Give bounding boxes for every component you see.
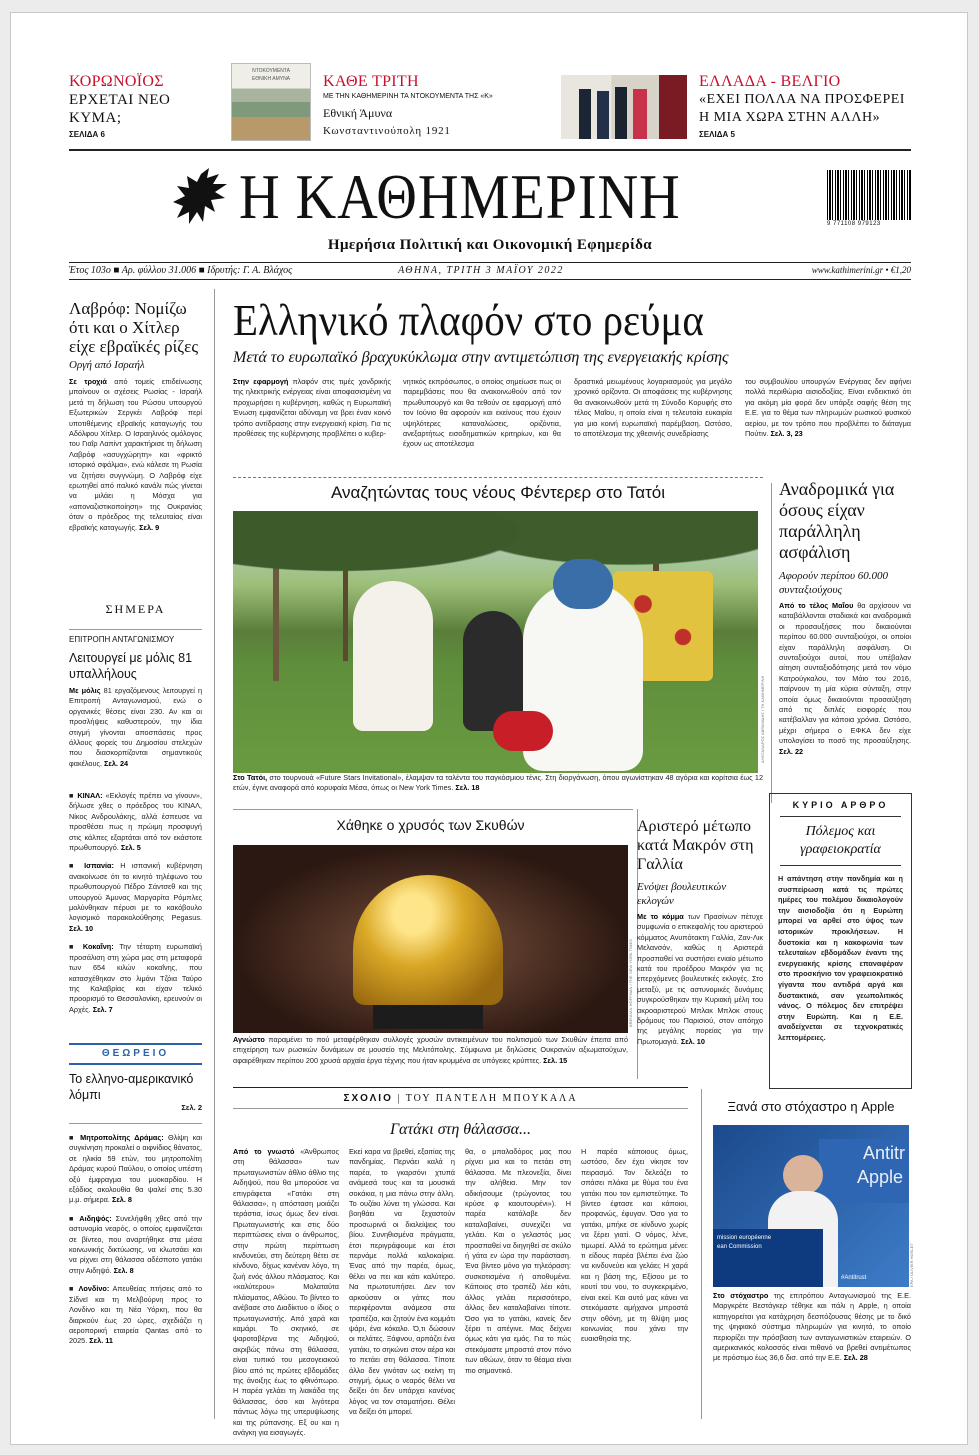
main-col-1: Στην εφαρμογή πλαφόν στις τιμές χονδρικής της ηλεκτρικής ενέργειας είναι αποφασισμένη να προχωρήσει η κυβέρνηση, καθώς η Ευρωπαϊκή Ένωση εμφανίζεται αδύναμη να βρει έναν κοινό τρόπο αντίδρασης στην ενεργειακή κρίση. Για τις προθέσεις της κυβέρνησης προβλέπει ο κυβερ- bbox=[233, 377, 391, 439]
apple-ref: Σελ. 28 bbox=[843, 1353, 868, 1363]
story-lead: Σε τροχιά bbox=[69, 377, 107, 386]
apple-headline[interactable]: Ξανά στο στόχαστρο η Apple bbox=[727, 1099, 895, 1114]
teaser-page: ΣΕΛΙΔΑ 6 bbox=[69, 130, 105, 139]
brief-item[interactable]: ■ ΚΙΝΑΛ: «Εκλογές πρέπει να γίνουν», δήλωσε χθες ο πρόεδρος του ΚΙΝΑΛ, Νίκος Ανδρουλάκης, αλλά έσπευσε να προσθέσει πως η πρώιμη προσφυγή στις κάλπες εξαρτάται από τον εκάστοτε πρωθυπουργό. Σελ. 5 bbox=[69, 791, 202, 853]
insurance-story[interactable]: Αναδρομικά για όσους είχαν παράλληλη ασφάλιση Αφορούν περίπου 60.000 συνταξιούχους Από το τέλος Μαΐου θα αρχίσουν να καταβάλλονται σταδιακά και αναδρομικά οι προσαυξήσεις που δικαιούνται περίπου 60.000 συνταξιούχοι, οι οποίοι είχαν παράλληλη ασφάλιση. Οι συνταξιούχοι αυτοί, που υπέβαλαν αίτηση συνταξιοδότησης μετά τον νόμο Κατρούγκαλου, τον Μάιο του 2016, παίρνουν τη μία κύρια σύνταξη, στην οποία όμως δικαιούνται προσαύξηση από τις διπλές εισφορές που κατέβαλλαν για κάποια χρόνια. Ωστόσο, μέχρι σήμερα ο ΕΦΚΑ δεν είχε υπολογίσει το ποσό της προσαύξησης. Σελ. 22 bbox=[779, 479, 911, 756]
story-subtitle: Οργή από Ισραήλ bbox=[69, 359, 145, 371]
teaser-coronavirus[interactable] bbox=[69, 73, 219, 139]
apple-caption-text: Στο στόχαστρο της επιτρόπου Ανταγωνισμού της Ε.Ε. Μαργκρέτε Βεστάγκερ τέθηκε και πάλι η Apple, η οποία κατηγορείται για κατάχρηση δεσπόζουσας θέσης με το δικό της ψηφιακό σύστημα πληρωμών για κινητά, το οποίο περιορίζει την πρόσβαση των ανταγωνιστικών εταιρειών. Ο αμερικανικός κολοσσός είναι πιθανό να βρεθεί αντιμέτωπος με πρόστιμο έως 36,6 δισ. από την Ε.Ε. bbox=[713, 1291, 911, 1363]
teaser-line2: Κωνσταντινούπολη 1921 bbox=[323, 125, 451, 137]
masthead-title: Η ΚΑΘΗΜΕΡΙΝΗ bbox=[239, 161, 681, 232]
story-ref: Σελ. 9 bbox=[139, 522, 160, 532]
apple-caption bbox=[713, 1291, 911, 1364]
federer-caption: Στο Τατόι, στο τουρνουά «Future Stars Invitational», έλαμψαν τα ταλέντα του παγκόσμιου τένις. Στη διοργάνωση, όπου αγωνίστηκαν 48 αγόρια και κορίτσια έως 12 ετών, έγινε αναφορά από κορυφαία Μέσα, όπως οι New York Times. Σελ. 18 bbox=[233, 773, 764, 793]
barcode bbox=[827, 170, 911, 220]
editorial-box[interactable] bbox=[769, 793, 912, 1089]
main-headline[interactable]: Ελληνικό πλαφόν στο ρεύμα bbox=[233, 296, 704, 345]
story-body: 81 εργαζόμενους λειτουργεί η Επιτροπή Ανταγωνισμού, ενώ ο οργανικές θέσεις είναι 230. Αν και οι προσλήψεις καθυστερούν, την ίδια στιγμή γίνονται αποσπάσεις προς άλλους φορείς του Δημοσίου στελεχών που διασκορπίζονται σημαντικούς φακέλους. bbox=[69, 686, 203, 768]
teaser-title: ΚΑΘΕ ΤΡΙΤΗ bbox=[323, 73, 419, 90]
teaser-text: ΕΡΧΕΤΑΙ ΝΕΟ ΚΥΜΑ; bbox=[69, 92, 171, 126]
teaser-title: ΚΟΡΩΝΟΪΟΣ bbox=[69, 73, 164, 90]
story-kicker: ΕΠΙΤΡΟΠΗ ΑΝΤΑΓΩΝΙΣΜΟΥ bbox=[69, 635, 175, 644]
story-lead: Με μόλις bbox=[69, 686, 101, 695]
teaser-greece-belgium[interactable] bbox=[699, 73, 914, 139]
griffin-logo-icon bbox=[171, 168, 231, 230]
newspaper-page bbox=[10, 12, 968, 1445]
brief-item[interactable]: ■ Ισπανία: Η ισπανική κυβέρνηση ανακοίνωσε ότι το κινητό τηλέφωνο του πρωθυπουργού Πέδρο Σάντσεθ και της υπουργού Άμυνας Μαργαρίτα Ρόμπλες μολύνθηκαν πέρυσι με το κακόβουλο λογισμικό παρακολούθησης Pegasus. Σελ. 10 bbox=[69, 861, 202, 933]
federer-headline[interactable]: Αναζητώντας τους νέους Φέντερερ στο Τατόι bbox=[330, 483, 666, 502]
teaser-line1: Εθνική Άμυνα bbox=[323, 106, 393, 120]
main-col-3: δραστικά μειωμένους λογαριασμούς για μεγάλο χρονικό ορίζοντα. Οι αποφάσεις της κυβέρνησης θα ανακοινωθούν μετά τη Σύνοδο Κορυφής στο τέλος Μαΐου, η οποία είναι η τελευταία ευκαιρία για μια κοινή ευρωπαϊκή παρέμβαση. Ωστόσο, το αποτέλεσμα της χθεσινής συνεδρίασης bbox=[574, 377, 732, 439]
comment-author: ΤΟΥ ΠΑΝΤΕΛΗ ΜΠΟΥΚΑΛΑ bbox=[405, 1093, 578, 1104]
comment-col-3: θα, ο μπαλαδόρος μας που ρίχνει μια και το πετάει στη θάλασσα. Με πλεονεξία, δίνει την αλήθεια. Μην τον αδικήσουμε (τρώγοντας του κρύσε φ καουτουρένι»). Η παρέα κατάλαβε δεν καταλαβαίνει, συνεχίζει να γελάει. Και ο γελαστός μας προσπαθεί να διηγηθεί σε σκύλο ή γάτα εν ώρα την παράσταση. Ένα βίντεο μόνο για τηλεόραση: συσκοτισμένα ή αποθυμένα. Κάποιος στο τραπέζι λέει κάτι, άλλος γελάει περισσότερο, άλλος δεν καταλαβαίνει τίποτε. Όσο για το γατάκι, κανείς δεν ξέρει τι απέγινε. Μας δείχνει όμως κάτι για εμάς. Για το πώς στεκόμαστε μπροστά στον πόνο των αθώων, όταν το θέαμα είναι πιο σημαντικό. bbox=[465, 1147, 571, 1375]
barcode-number: 9 771108 979123 bbox=[827, 221, 881, 227]
teaser-subtitle: ΜΕ ΤΗΝ ΚΑΘΗΜΕΡΙΝΗ ΤΑ ΝΤΟΚΟΥΜΕΝΤΑ ΤΗΣ «Κ» bbox=[323, 93, 493, 100]
masthead-subtitle: Ημερήσια Πολιτική και Οικονομική Εφημερίδα bbox=[327, 237, 653, 253]
theorio-briefs bbox=[69, 1133, 202, 1347]
comment-col-4: Η παρέα κάποιους όμως, ωστόσο, δεν έχει νίκησε τον πειρασμό. Τον δελεάζει το σπάσει πλάκα με θύμα του ένα γατάκι που τον εμπιστεύτηκε. Το βίντεο έφτασε και κάποιοι, προφανώς, έφυγαν. Όσο για το γατάκι, μπήκε σε κίνδυνο χωρίς να ξέρει γιατί. Ο νόμος, λένε, τιμωρεί. Αλλά το ερώτημα μένει: τι είδους παρέα βλέπει ένα ζώο να κινδυνεύει και γελάει; Η χαρά και η βάση της, Εξίσου με το κουτί του νου, το συγκεκριμένο, είναι εκεί. Και αυτό μας κάνει να στεκόμαστε αμήχανοι μπροστά στην οθόνη, με τη θλίψη μιας κοινωνίας που χάνει την ευαισθησία της. bbox=[581, 1147, 688, 1344]
story-title: Το ελληνο-αμερικανικό λόμπι bbox=[69, 1072, 194, 1102]
thumb-top: ΝΤΟΚΟΥΜΕΝΤΑ bbox=[252, 68, 290, 74]
france-story[interactable]: Αριστερό μέτωπο κατά Μακρόν στη Γαλλία Ενόψει βουλευτικών εκλογών Με το κόμμα των Πρασίνων πέτυχε συμφωνία ο επικεφαλής του αριστερού κόμματος Ανυπότακτη Γαλλία, Ζαν-Λικ Μελανσόν, καθώς η Αριστερά προσπαθεί να συστήσει ενιαίο μέτωπο κατά του προέδρου Μακρόν για τις επερχόμενες βουλευτικές εκλογές. Στο μεταξύ, με τις αστυνομικές δυνάμεις συγκρούσθηκαν την Κυριακή μέλη του ακροαριστερού Μπλακ Μπλοκ στους δρόμους του Παρισιού, στον απόηχο της μεγάλης πορείας για την Πρωτομαγιά. Σελ. 10 bbox=[637, 818, 763, 1046]
gold-headline[interactable]: Χάθηκε ο χρυσός των Σκυθών bbox=[336, 817, 525, 833]
teaser-documents[interactable] bbox=[323, 73, 543, 137]
issue-date: ΑΘΗΝΑ, ΤΡΙΤΗ 3 ΜΑΪΟΥ 2022 bbox=[398, 265, 564, 276]
story-title: Αριστερό μέτωπο κατά Μακρόν στη Γαλλία bbox=[637, 818, 754, 873]
story-ref: Σελ. 2 bbox=[181, 1103, 202, 1112]
gold-caption: Αγνώστο παραμένει το πού μεταφέρθηκαν συλλογές χρυσών αντικειμένων του πολιτισμού των Σκυθών έπειτα από επιχείρηση των ρωσικών δυνάμεων σε μουσείο της Μελιτόπολης. Σύμφωνα με δηλώσεις Ουκρανών αξιωματούχων, αφαιρέθηκαν περίπου 200 χρυσά αρχαία έργα τέχνης που ήταν κρυμμένα σε υπόγειες κρύπτες. Σελ. 15 bbox=[233, 1035, 628, 1065]
main-col-2: νητικός εκπρόσωπος, ο οποίος σημείωσε πως οι παρεμβάσεις που θα ανακοινωθούν από τον πρωθυπουργό και θα τεθούν σε εφαρμογή από τον Ιούνιο θα αφορούν και εκείνους που έχουν υψηλότερες καταναλώσεις, οριζόντια, ανεξαρτήτως εισοδηματικών κριτηρίων, και θα έχουν ως αποτέλεσμα bbox=[403, 377, 561, 449]
comment-col-2: Εκεί καρα να βρεθεί, εξαιτίας της πανδημίας. Περνάει καλά η παρέα, το γκαρσόνι χτυπά ανάμεσά τους και τα μουσικά σοκάκια, η μια πάνω στην άλλη. Το ουζάκι λύνει τη γλώσσα. Και βοηθάει να ξεχαστούν προσωρινά οι διαλείψεις του βίου. Συνηθισμένα πράγματα, έτσι περιγράφουμε και έτσι περνάμε πολλά καλοκαίρια. Ένας από την παρέα, όμως, θέλει να πει και κάτι καλύτερο. Να πρωτοτυπήσει. Δεν τον αρκούσαν οι γάτες που περιφέρονται ανάμεσα στα τραπέζια, και ζητούν ένα κομμάτι ψάρι, ένα κόκαλο. Ό,τι δώσουν οι πελάτες. Ξάφνου, αρπάζει ένα γατάκι, το σηκώνει στον αέρα και το πετάει στη θάλασσα. Τίποτε άλλο δεν γινόταν ως εκείνη τη στιγμή, όμως ο νεαρός θέλει να δείξει ότι δεν υπάρχει κανένας λόγος να τον σταματήσει. Θέλει να δείξει ότι μπορεί. bbox=[349, 1147, 455, 1417]
briefs-list bbox=[69, 791, 202, 1015]
lavrov-story[interactable] bbox=[69, 299, 202, 533]
today-label: ΣΗΜΕΡΑ bbox=[69, 602, 202, 617]
photo-credit: ΑΛΕΞΑΝΔΡΟΣ ΑΒΡΑΜΙΔΗΣ / ΤΗ ΚΑΘΗΜΕΡΙΝΗ bbox=[760, 675, 765, 763]
website-price: www.kathimerini.gr • €1,20 bbox=[811, 265, 911, 275]
editorial-label: ΚΥΡΙΟ ΑΡΘΡΟ bbox=[792, 800, 889, 810]
editorial-body: Η απάντηση στην πανδημία και η συσπείρωση κατά τις πρώτες ημέρες του πολέμου δικαιολογούν την αισιοδοξία ότι η Ευρώπη μπορεί να αρθεί στο ύψος των ιστορικών προκλήσεων. Η δυστοκία και η κακοφωνία των τελευταίων εβδομάδων έναντι της ενεργειακής κρίσης επαναφέραν στο προσκήνιο τον γραφειοκρατικό γίγαντα που αντιδρά αργά και δυστακτικά, σαν γεωπολιτικός νάνος. Ο πόλεμος δεν επιτρέψει στην Ευρώπη. Και η Ε.Ε. αναδείχνεται σε τεχνοκρατικές λεπτομέρειες. bbox=[778, 874, 903, 1042]
teaser-title: ΕΛΛΑΔΑ - ΒΕΛΓΙΟ bbox=[699, 73, 841, 90]
photo-credit: BRENDAN HOFFMAN / THE NEW YORK TIMES bbox=[628, 939, 633, 1027]
story-title: Λειτουργεί με μόλις 81 υπαλλήλους bbox=[69, 651, 193, 681]
comment-header: ΣΧΟΛΙΟ | ΤΟΥ ΠΑΝΤΕΛΗ ΜΠΟΥΚΑΛΑ bbox=[343, 1093, 578, 1104]
story-subtitle: Αφορούν περίπου 60.000 συνταξιούχους bbox=[779, 570, 889, 596]
issue-info: Έτος 103ο ■ Αρ. φύλλου 31.006 ■ Ιδρυτής: Γ. Α. Βλάχος bbox=[69, 265, 293, 276]
brief-item[interactable]: ■ Λονδίνο: Απευθείας πτήσεις από το Σίδνεϊ και τη Μελβούρνη προς το Λονδίνο και τη Νέα Υόρκη, που θα διαρκούν έως 20 ώρες, σχεδιάζει η αεροπορική εταιρεία Qantas από το 2025. Σελ. 11 bbox=[69, 1284, 202, 1346]
teaser-text: «ΕΧΕΙ ΠΟΛΛΑ ΝΑ ΠΡΟΣΦΕΡΕΙ Η ΜΙΑ ΧΩΡΑ ΣΤΗΝ ΑΛΛΗ» bbox=[699, 92, 905, 125]
comment-label: ΣΧΟΛΙΟ bbox=[343, 1093, 393, 1104]
brief-item[interactable]: ■ Αιδηψός: Συνελήφθη χθες από την αστυνομία νεαρός, ο οποίος εμφανίζεται σε βίντεο, που αναρτήθηκε στα μέσα κοινωνικής δικτύωσης, να κλωτσάει και να ρίχνει στη θάλασσα αδέσποτο γατάκι στην Αιδηψό. Σελ. 8 bbox=[69, 1213, 203, 1275]
brief-item[interactable]: ■ Κοκαΐνη: Την τέταρτη ευρωπαϊκή προσάλιση στη χώρα μας στη μεταφορά των 654 κιλών κοκαΐνης, που κατασχέθηκαν στο λιμάνι Τζόια Ταύρο της Καλαβρίας και είχαν τελικό προορισμό το Θεσσαλονίκη, ερευνούν οι Αρχές. Σελ. 7 bbox=[69, 942, 202, 1014]
photo-credit: EPA / OLIVIER HOSLET bbox=[909, 1243, 914, 1287]
story-ref: Σελ. 24 bbox=[104, 758, 129, 768]
scythian-gold-photo[interactable] bbox=[233, 845, 628, 1033]
editorial-title: Πόλεμος και γραφειοκρατία bbox=[800, 824, 881, 857]
main-subheadline: Μετά το ευρωπαϊκό βραχυκύκλωμα στην αντιμετώπιση της ενεργειακής κρίσης bbox=[233, 349, 729, 366]
vestager-photo[interactable]: Antitr Apple mission européenne ean Commission #Antitrust bbox=[713, 1125, 909, 1287]
greece-belgium-photo[interactable] bbox=[561, 75, 687, 139]
federer-photo[interactable] bbox=[233, 511, 758, 773]
brief-item[interactable]: ■ Μητροπολίτης Δράμας: Θλίψη και συγκίνηση προκαλεί ο αιφνίδιος θάνατος, σε ηλικία 59 ετών, του μητροπολίτη Δράμας κυρού Παύλου, ο οποίος υπέστη οξύ έμφραγμα του μυοκαρδίου. Η εξόδιος ακολουθία θα ψαλεί στις 5.30 μ.μ. σήμερα. Σελ. 8 bbox=[69, 1133, 203, 1205]
story-title: Λαβρόφ: Νομίζω ότι και ο Χίτλερ είχε εβραϊκές ρίζες bbox=[69, 299, 199, 356]
lobby-story[interactable] bbox=[69, 1071, 202, 1112]
teaser-page: ΣΕΛΙΔΑ 5 bbox=[699, 130, 735, 139]
main-col-4: του συμβουλίου υπουργών Ενέργειας δεν αφήνει πολλά περιθώρια αισιοδοξίας. Είναι ενδεικτικό ότι για ακόμη μία φορά δεν υπάρξε σαφής θέση της Ε.Ε. για το θέμα των πληρωμών ρωσικού φυσικού αερίου, με τον τρόπο που προβλέπει το διάταγμα Πούτιν. Σελ. 3, 23 bbox=[745, 377, 911, 439]
story-body: από τομείς επιδείνωσης μπαίνουν οι σχέσεις Ρωσίας - Ισραήλ μετά τη δήλωση του Ρώσου υπουργού Εξωτερικών Σεργκέι Λαβρόφ περί υποτιθέμενης εβραϊκής καταγωγής του Αδόλφου Χίτλερ. Ο Ισραηλινός ομόλογος του Γιαΐρ Λαπίντ χαρακτήρισε τη δήλωση Λαβρόφ «ασυγχώρητη» και «φρικτό ιστορικό σφάλμα», ενώ κάλεσε τη Ρωσία να ζητήσει συγγνώμη. Ο Λαβρόφ είχε ερωτηθεί από ιταλικό κανάλι πώς γίνεται να μιλάει η Μόσχα για «αποναζιστικοποίηση» της Ουκρανίας όταν ο πρόεδρος της τελευταίας είναι εβραϊκής καταγωγής. bbox=[69, 377, 202, 532]
documents-booklet-thumbnail[interactable] bbox=[231, 63, 311, 141]
comment-title[interactable]: Γατάκι στη θάλασσα... bbox=[389, 1121, 532, 1138]
thumb-mid: ΕΘΝΙΚΗ ΑΜΥΝΑ bbox=[251, 76, 291, 82]
competition-story[interactable] bbox=[69, 635, 202, 769]
theorio-label: ΘΕΩΡΕΙΟ bbox=[101, 1048, 170, 1059]
story-title: Αναδρομικά για όσους είχαν παράλληλη ασφάλιση bbox=[779, 479, 895, 562]
comment-col-1: Από το γνωστό «Άνθρωπος στη θάλασσα» των πρωταγωνιστών άθλιο άθλιο της Αιδηψού, που θα μπορούσε να επιγράφεται «Γατάκι στη θάλασσα», η απόσταση μοιάζει τεράστια, ίσως όμως δεν είναι. Πρωταγωνιστής και στις δύο περιπτώσεις είναι ο άνθρωπος, στην πρώτη περίπτωση κινδυνεύει, στη δεύτερη θέτει σε κίνδυνο, δίχως κανέναν λόγο, τη ζωή ενός άλλου πλάσματος. Και «καλύτερου» Μολαταύτα πλάσματος, Αθώου. Το βίντεο το ανέβασε στο Διαδίκτυο ο ίδιος ο πρωταγωνιστής. Από χαρά και καμάρι. Το σκηνικό, σε ψαροταβέρνα της Αιδηψού, ακριβώς πάνω στη θάλασσα, είναι τυπικό του μεσογειακού βίου από τις πρώτες εβδομάδες της άνοιξης έως το φθινόπωρο. Η παρέα γελάει τη λιακάδα της θάλασσας, όσο και λιγότερα πάντως λόγω της υπερυψίωσης και της ρύπανσης. Εξ ου και η ανάγκη για εισαγωγές. bbox=[233, 1147, 339, 1437]
story-subtitle: Ενόψει βουλευτικών εκλογών bbox=[637, 881, 727, 907]
